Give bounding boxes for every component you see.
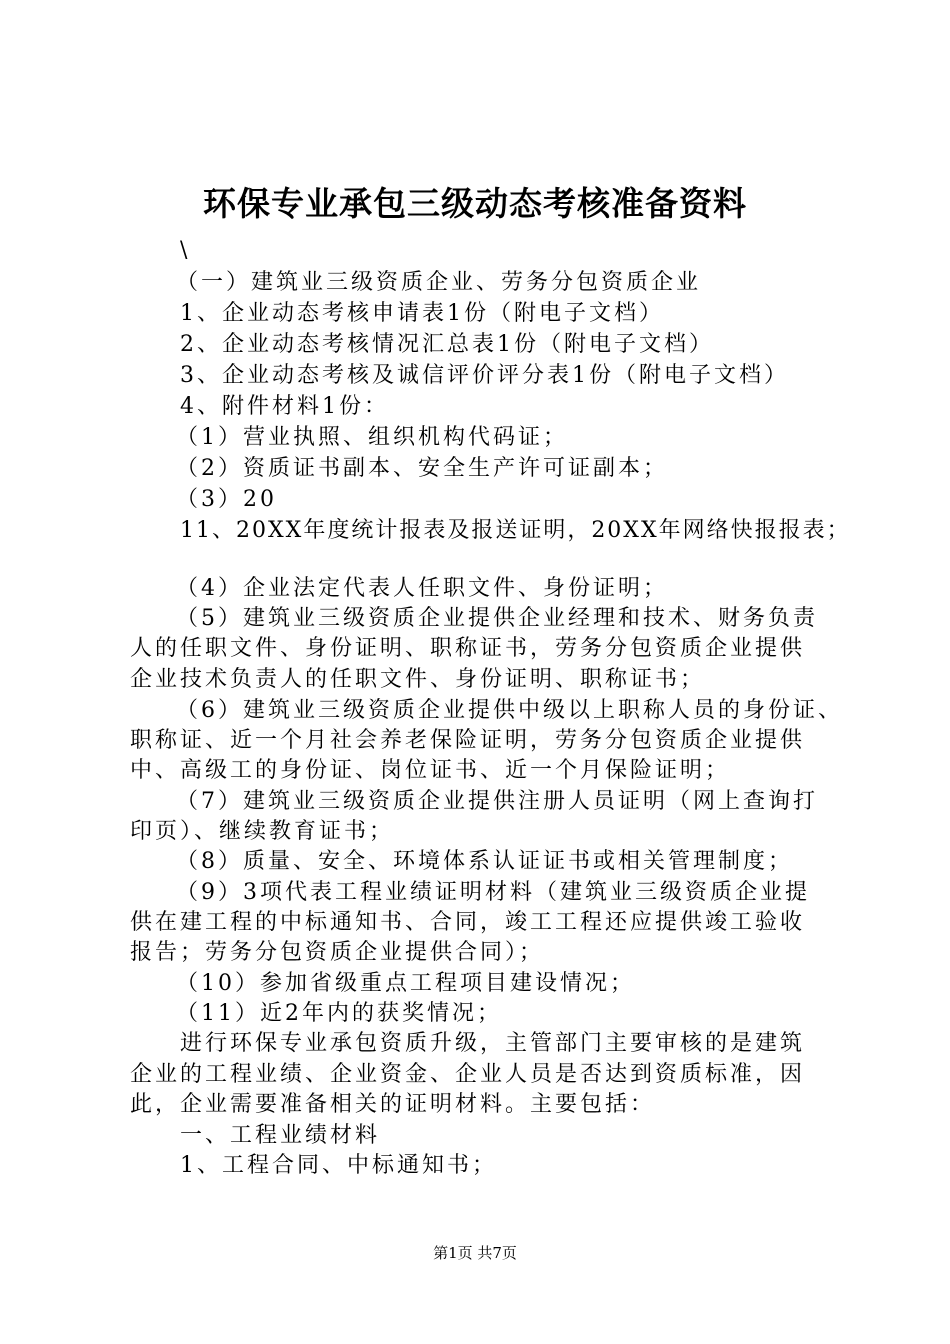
text-line: （2）资质证书副本、安全生产许可证副本；	[176, 456, 668, 481]
text-line: （9）3项代表工程业绩证明材料（建筑业三级资质企业提	[176, 880, 810, 905]
text-line: 2、企业动态考核情况汇总表1份（附电子文档）	[180, 332, 714, 357]
text-line: 11、20XX年度统计报表及报送证明，20XX年网络快报报表；	[180, 518, 851, 543]
text-line: （6）建筑业三级资质企业提供中级以上职称人员的身份证、	[176, 698, 843, 723]
text-line: 企业技术负责人的任职文件、身份证明、职称证书；	[130, 667, 706, 692]
text-line: 1、企业动态考核申请表1份（附电子文档）	[180, 301, 664, 326]
text-line: （一）建筑业三级资质企业、劳务分包资质企业	[176, 270, 702, 295]
text-line: 职称证、近一个月社会养老保险证明，劳务分包资质企业提供	[130, 728, 806, 753]
page-footer: 第1页 共7页	[433, 1244, 517, 1262]
text-line: 供在建工程的中标通知书、合同，竣工工程还应提供竣工验收	[130, 910, 806, 935]
text-line: （5）建筑业三级资质企业提供企业经理和技术、财务负责	[176, 606, 818, 631]
text-line: （7）建筑业三级资质企业提供注册人员证明（网上查询打	[176, 789, 818, 814]
text-line: 4、附件材料1份：	[180, 394, 389, 419]
text-line: \	[180, 238, 191, 263]
text-line: 此，企业需要准备相关的证明材料。主要包括：	[130, 1092, 656, 1117]
text-line: （4）企业法定代表人任职文件、身份证明；	[176, 576, 668, 601]
text-line: 进行环保专业承包资质升级，主管部门主要审核的是建筑	[180, 1031, 806, 1056]
text-line: 报告；劳务分包资质企业提供合同）；	[130, 940, 545, 965]
text-line: （3）20	[176, 487, 277, 512]
text-line: 一、工程业绩材料	[180, 1123, 381, 1148]
text-line: 人的任职文件、身份证明、职称证书，劳务分包资质企业提供	[130, 636, 806, 661]
text-line: 1、工程合同、中标通知书；	[180, 1153, 497, 1178]
text-line: 印页）、继续教育证书；	[130, 819, 395, 844]
text-line: （1）营业执照、组织机构代码证；	[176, 425, 568, 450]
document-title: 环保专业承包三级动态考核准备资料	[203, 184, 747, 223]
text-line: 企业的工程业绩、企业资金、企业人员是否达到资质标准，因	[130, 1062, 806, 1087]
text-line: 中、高级工的身份证、岗位证书、近一个月保险证明；	[130, 758, 731, 783]
text-line: （10）参加省级重点工程项目建设情况；	[176, 971, 635, 996]
text-line: 3、企业动态考核及诚信评价评分表1份（附电子文档）	[180, 363, 789, 388]
text-line: （11）近2年内的获奖情况；	[176, 1001, 502, 1026]
text-line: （8）质量、安全、环境体系认证证书或相关管理制度；	[176, 849, 793, 874]
